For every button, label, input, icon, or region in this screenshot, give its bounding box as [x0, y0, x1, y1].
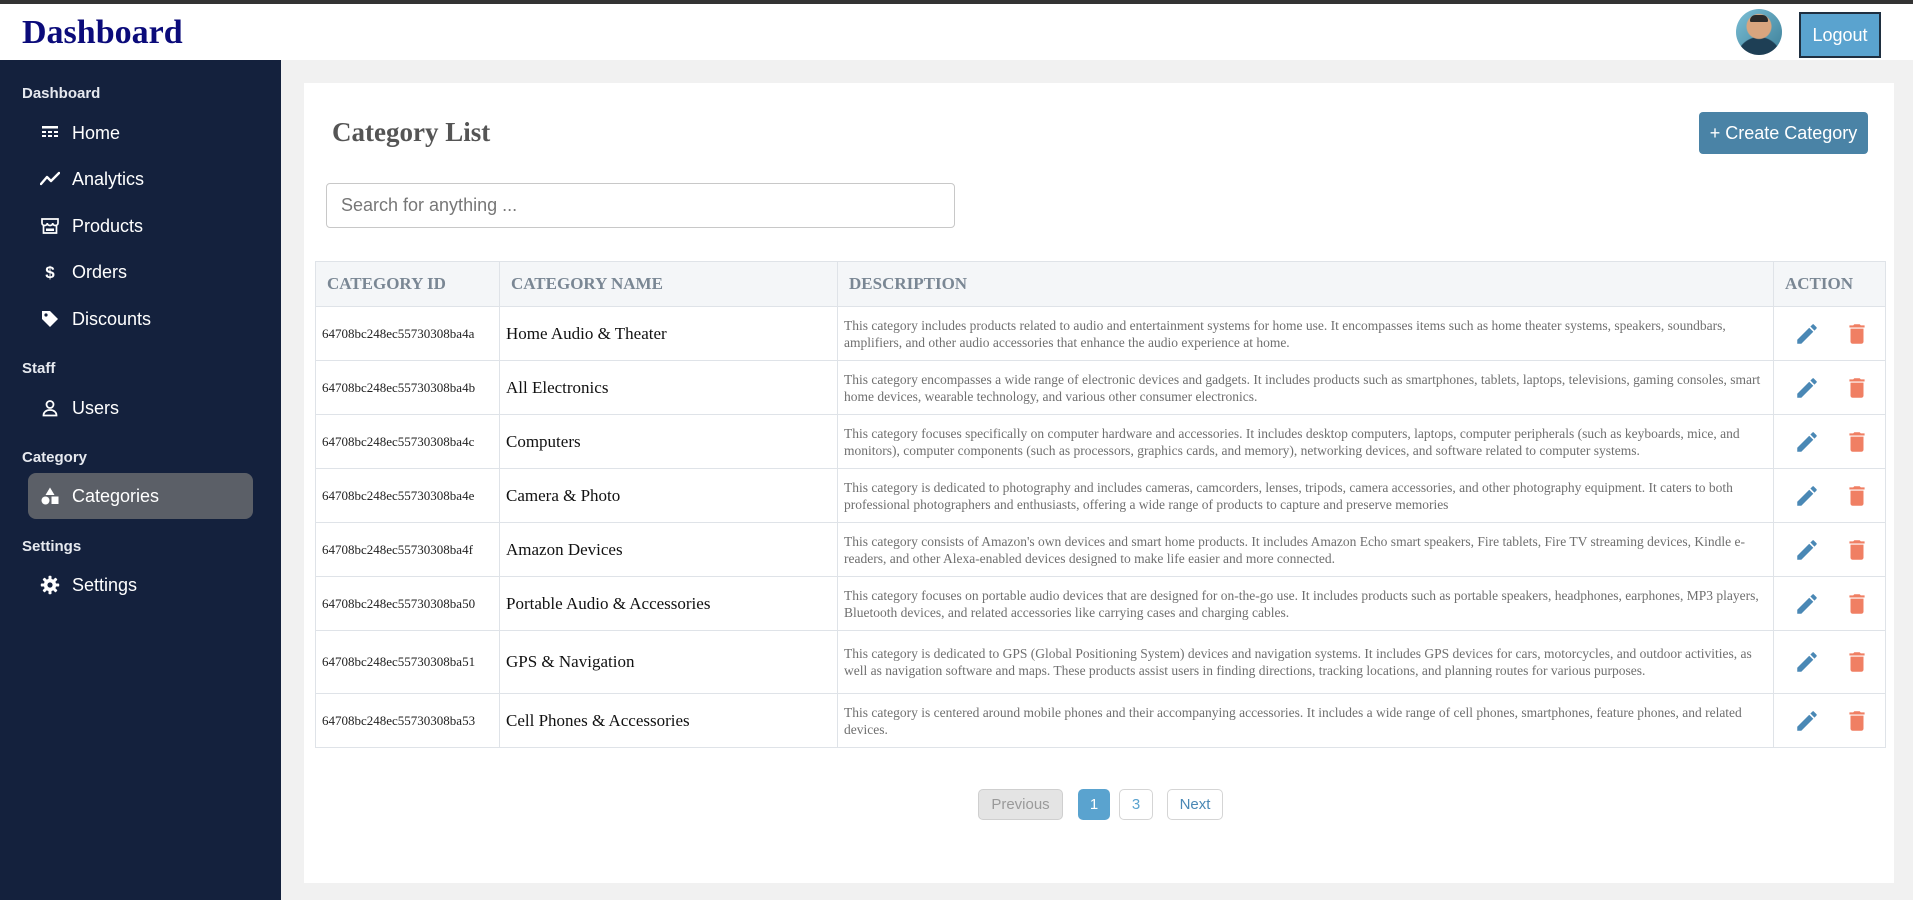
edit-pencil-icon[interactable]	[1794, 375, 1820, 401]
action-cell	[1774, 523, 1886, 577]
table-header-row	[316, 262, 1886, 307]
brand-title: Dashboard	[22, 14, 183, 51]
search-input[interactable]	[326, 183, 955, 228]
gear-icon	[40, 575, 60, 595]
table-row	[316, 307, 1886, 361]
delete-trash-icon[interactable]	[1844, 321, 1870, 347]
category-name-cell: Camera & Photo	[500, 469, 838, 523]
sidebar-section-staff: Staff	[22, 360, 56, 377]
action-cell	[1774, 361, 1886, 415]
logout-button[interactable]: Logout	[1799, 12, 1881, 58]
sidebar-item-orders[interactable]	[28, 249, 253, 295]
table-row	[316, 361, 1886, 415]
sidebar	[0, 60, 281, 900]
edit-pencil-icon[interactable]	[1794, 708, 1820, 734]
action-cell	[1774, 631, 1886, 694]
sidebar-item-label: Discounts	[72, 308, 152, 329]
category-name-cell: Amazon Devices	[500, 523, 838, 577]
page-title: Category List	[332, 117, 491, 147]
sidebar-item-users[interactable]	[28, 385, 253, 431]
top-bar	[0, 0, 1913, 60]
sidebar-section-settings: Settings	[22, 538, 82, 555]
description-cell: This category consists of Amazon's own devices and smart home products. It includes Amazon Echo smart speakers, Fire tablets, Fire TV streaming devices, Kindle e-readers, and other Alexa-enabled devices designed to make life easier and more connected.	[838, 523, 1774, 577]
description-cell: This category encompasses a wide range of electronic devices and gadgets. It includes products such as smartphones, tablets, laptops, televisions, gaming consoles, smart home devices, wearable technology, and various other consumer electronics.	[838, 361, 1774, 415]
sidebar-item-label: Users	[72, 397, 120, 418]
category-id-cell: 64708bc248ec55730308ba53	[316, 694, 500, 748]
delete-trash-icon[interactable]	[1844, 483, 1870, 509]
table-row	[316, 631, 1886, 694]
action-cell	[1774, 415, 1886, 469]
home-table-icon	[40, 123, 60, 143]
trend-line-icon	[40, 169, 60, 189]
category-id-cell: 64708bc248ec55730308ba4f	[316, 523, 500, 577]
category-id-cell: 64708bc248ec55730308ba4a	[316, 307, 500, 361]
delete-trash-icon[interactable]	[1844, 591, 1870, 617]
category-name-cell: Cell Phones & Accessories	[500, 694, 838, 748]
description-cell: This category focuses specifically on computer hardware and accessories. It includes desktop computers, laptops, computer peripherals (such as keyboards, mice, and monitors), computer components (such as processors, graphics cards, and memory), networking devices, and software related to computer systems.	[838, 415, 1774, 469]
table-row	[316, 694, 1886, 748]
store-icon	[40, 216, 60, 236]
sidebar-item-discounts[interactable]	[28, 296, 253, 342]
create-category-button[interactable]: + Create Category	[1699, 112, 1868, 154]
category-id-cell: 64708bc248ec55730308ba50	[316, 577, 500, 631]
avatar[interactable]	[1736, 9, 1782, 55]
delete-trash-icon[interactable]	[1844, 537, 1870, 563]
action-cell	[1774, 694, 1886, 748]
sidebar-item-label: Analytics	[72, 168, 145, 189]
sidebar-item-categories[interactable]	[28, 473, 253, 519]
category-id-cell: 64708bc248ec55730308ba4b	[316, 361, 500, 415]
category-table	[315, 261, 1886, 748]
delete-trash-icon[interactable]	[1844, 429, 1870, 455]
dollar-icon	[40, 262, 60, 282]
column-header-category-name: CATEGORY NAME	[500, 262, 838, 307]
delete-trash-icon[interactable]	[1844, 375, 1870, 401]
edit-pencil-icon[interactable]	[1794, 649, 1820, 675]
pagination-page-3[interactable]: 3	[1119, 789, 1153, 820]
table-row	[316, 415, 1886, 469]
pagination-next-button[interactable]: Next	[1167, 789, 1223, 820]
category-name-cell: Computers	[500, 415, 838, 469]
description-cell: This category is dedicated to photography and includes cameras, camcorders, lenses, tripods, camera accessories, and other photography equipment. It caters to both professional photographers and enthusiasts, offering a wide range of products to capture and preserve memories	[838, 469, 1774, 523]
action-cell	[1774, 469, 1886, 523]
description-cell: This category includes products related to audio and entertainment systems for home use. It encompasses items such as home theater systems, speakers, soundbars, amplifiers, and other audio accessories that enhance the audio experience at home.	[838, 307, 1774, 361]
edit-pencil-icon[interactable]	[1794, 321, 1820, 347]
shapes-icon	[40, 486, 60, 506]
sidebar-section-dashboard: Dashboard	[22, 85, 101, 102]
sidebar-item-label: Home	[72, 122, 121, 143]
sidebar-section-category: Category	[22, 449, 88, 466]
svg-text:$: $	[45, 263, 55, 282]
sidebar-item-label: Categories	[72, 485, 160, 506]
edit-pencil-icon[interactable]	[1794, 429, 1820, 455]
description-cell: This category focuses on portable audio devices that are designed for on-the-go use. It includes products such as portable speakers, headphones, earphones, MP3 players, Bluetooth devices, and related accessories like carrying cases and charging cables.	[838, 577, 1774, 631]
pagination-previous-button[interactable]: Previous	[978, 789, 1063, 820]
category-id-cell: 64708bc248ec55730308ba51	[316, 631, 500, 694]
category-name-cell: All Electronics	[500, 361, 838, 415]
category-id-cell: 64708bc248ec55730308ba4c	[316, 415, 500, 469]
tag-icon	[40, 309, 60, 329]
edit-pencil-icon[interactable]	[1794, 591, 1820, 617]
category-name-cell: Portable Audio & Accessories	[500, 577, 838, 631]
sidebar-item-label: Settings	[72, 574, 138, 595]
delete-trash-icon[interactable]	[1844, 649, 1870, 675]
user-icon	[40, 398, 60, 418]
edit-pencil-icon[interactable]	[1794, 483, 1820, 509]
table-row	[316, 577, 1886, 631]
sidebar-item-analytics[interactable]	[28, 156, 253, 202]
action-cell	[1774, 307, 1886, 361]
pagination-page-1[interactable]: 1	[1078, 789, 1110, 820]
category-name-cell: GPS & Navigation	[500, 631, 838, 694]
edit-pencil-icon[interactable]	[1794, 537, 1820, 563]
category-id-cell: 64708bc248ec55730308ba4e	[316, 469, 500, 523]
table-row	[316, 523, 1886, 577]
category-name-cell: Home Audio & Theater	[500, 307, 838, 361]
action-cell	[1774, 577, 1886, 631]
description-cell: This category is dedicated to GPS (Global Positioning System) devices and navigation systems. It includes GPS devices for cars, motorcycles, and outdoor activities, as well as navigation software and maps. These products assist users in finding directions, tracking locations, and planning routes for various purposes.	[838, 631, 1774, 694]
sidebar-item-home[interactable]	[28, 110, 253, 156]
column-header-description: DESCRIPTION	[838, 262, 1774, 307]
sidebar-item-label: Products	[72, 215, 144, 236]
table-row	[316, 469, 1886, 523]
sidebar-item-label: Orders	[72, 261, 128, 282]
sidebar-item-settings[interactable]	[28, 562, 253, 608]
delete-trash-icon[interactable]	[1844, 708, 1870, 734]
sidebar-item-products[interactable]	[28, 203, 253, 249]
column-header-action: ACTION	[1774, 262, 1886, 307]
description-cell: This category is centered around mobile phones and their accompanying accessories. It includes a wide range of cell phones, smartphones, feature phones, and related devices.	[838, 694, 1774, 748]
column-header-category-id: CATEGORY ID	[316, 262, 500, 307]
